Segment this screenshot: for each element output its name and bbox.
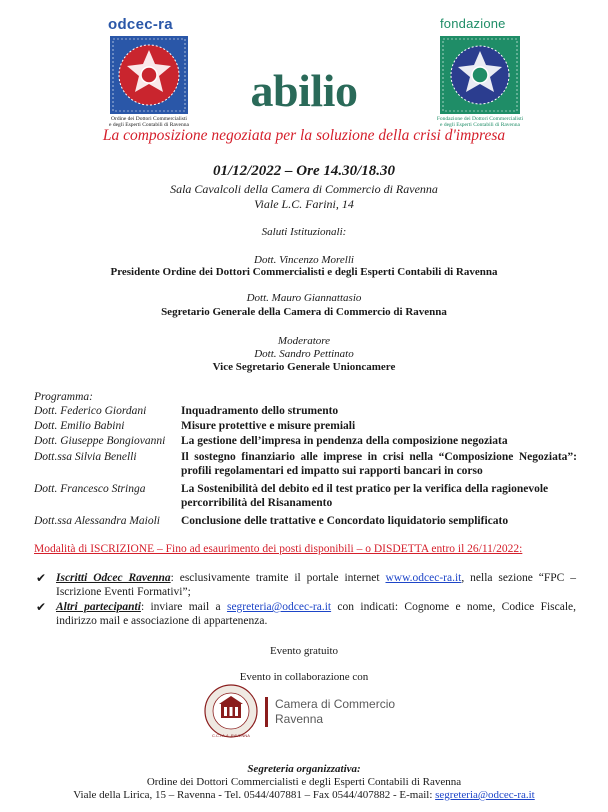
event-title: La composizione negoziata per la soluzione della crisi d'impresa — [102, 127, 506, 144]
program-row — [34, 514, 574, 528]
check-icon: ✔ — [36, 571, 47, 585]
program-speaker: Dott.ssa Silvia Benelli — [34, 451, 137, 463]
secretariat-org: Ordine dei Dottori Commercialisti e degli Esperti Contabili di Ravenna — [146, 776, 462, 788]
camera-commercio-logo — [203, 683, 403, 741]
registration-bullet-members — [36, 571, 576, 599]
secretariat-contacts — [0, 789, 608, 801]
program-speaker: Dott.ssa Alessandra Maioli — [34, 515, 160, 527]
members-text-a: : esclusivamente tramite il portale internet — [170, 572, 386, 584]
check-icon: ✔ — [36, 600, 47, 614]
program-topic: Misure protettive e misure premiali — [181, 420, 356, 432]
speaker1-name: Dott. Vincenzo Morelli — [254, 254, 354, 266]
event-date: 01/12/2022 – Ore 14.30/18.30 — [212, 163, 396, 179]
others-label: Altri partecipanti — [56, 601, 141, 613]
program-topic: La gestione dell’impresa in pendenza della composizione negoziata — [181, 435, 508, 447]
program-row — [34, 434, 574, 448]
abilio-logo: abilio — [250, 65, 358, 116]
program-topic: Conclusione delle trattative e Concordato liquidatorio semplificato — [181, 515, 509, 527]
odcec-website-link[interactable]: www.odcec-ra.it — [385, 572, 462, 584]
registration-bullet-others — [36, 600, 577, 628]
members-text-b: , nella sezione “FPC – Iscrizione Eventi Formativi”; — [56, 572, 576, 598]
moderator-role: Vice Segretario Generale Unioncamere — [212, 361, 396, 373]
secretariat-contacts-text: Viale della Lirica, 15 – Ravenna - Tel. 0544/407881 – Fax 0544/407882 - E-mail: — [73, 789, 436, 801]
program-topic: Inquadramento dello strumento — [181, 405, 339, 417]
event-venue: Sala Cavalcoli della Camera di Commercio di Ravenna — [170, 182, 438, 196]
event-address: Viale L.C. Farini, 14 — [254, 197, 354, 211]
members-label: Iscritti Odcec Ravenna — [56, 572, 171, 584]
camera-seal-icon — [203, 683, 259, 739]
program-row — [34, 450, 577, 480]
others-text-b: con indicati: Cognome e nome, Codice Fiscale, indirizzo mail e associazione di appartenenza. — [56, 601, 577, 627]
fondazione-caption-1: Fondazione dei Dottori Commercialisti — [436, 116, 524, 122]
program-topic: La Sostenibilità del debito ed il test pratico per la verifica della ragionevole percorribilità del Risanamento — [181, 483, 549, 509]
collaboration-text: Evento in collaborazione con — [239, 671, 369, 683]
program-speaker: Dott. Giuseppe Bongiovanni — [34, 435, 166, 447]
program-row — [34, 419, 574, 433]
program-speaker: Dott. Emilio Babini — [34, 420, 125, 432]
camera-name-line1: Camera di Commercio — [275, 697, 396, 711]
camera-name-line2: Ravenna — [275, 712, 324, 726]
speaker2-name: Dott. Mauro Giannattasio — [246, 292, 362, 304]
program-speaker: Dott. Francesco Stringa — [34, 483, 146, 495]
odcec-caption-1: Ordine dei Dottori Commercialisti — [111, 116, 187, 122]
secretariat-heading: Segreteria organizzativa: — [247, 763, 361, 775]
fondazione-wordmark: fondazione — [440, 16, 506, 31]
registration-notice: Modalità di ISCRIZIONE – Fino ad esaurimento dei posti disponibili – o DISDETTA entro il 26/11/2022: — [34, 543, 523, 555]
speaker2-role: Segretario Generale della Camera di Commercio di Ravenna — [161, 306, 447, 318]
moderator-name: Dott. Sandro Pettinato — [254, 348, 354, 360]
odcec-wordmark: odcec-ra — [108, 16, 173, 33]
moderator-heading: Moderatore — [277, 335, 331, 347]
camera-seal-text: C.C.I.A.A. RAVENNA — [212, 733, 250, 738]
program-heading: Programma: — [34, 391, 93, 403]
footer-email-link[interactable]: segreteria@odcec-ra.it — [435, 789, 535, 801]
free-event: Evento gratuito — [269, 645, 339, 657]
program-topic: Il sostegno finanziario alle imprese in crisi nella “Composizione Negoziata”: profili regolamentari ed impatto sui rapporti bancari in corso — [181, 451, 577, 477]
greetings-heading: Saluti Istituzionali: — [261, 226, 347, 238]
program-row — [34, 404, 574, 418]
secretariat-email-link[interactable]: segreteria@odcec-ra.it — [226, 601, 332, 613]
others-text-a: : inviare mail a — [140, 601, 227, 613]
fondazione-caption-2: e degli Esperti Contabili di Ravenna — [440, 122, 520, 129]
program-row — [34, 482, 574, 512]
program-speaker: Dott. Federico Giordani — [34, 405, 147, 417]
speaker1-role: Presidente Ordine dei Dottori Commercialisti e degli Esperti Contabili di Ravenna — [110, 266, 498, 278]
odcec-caption-2: e degli Esperti Contabili di Ravenna — [109, 122, 189, 129]
